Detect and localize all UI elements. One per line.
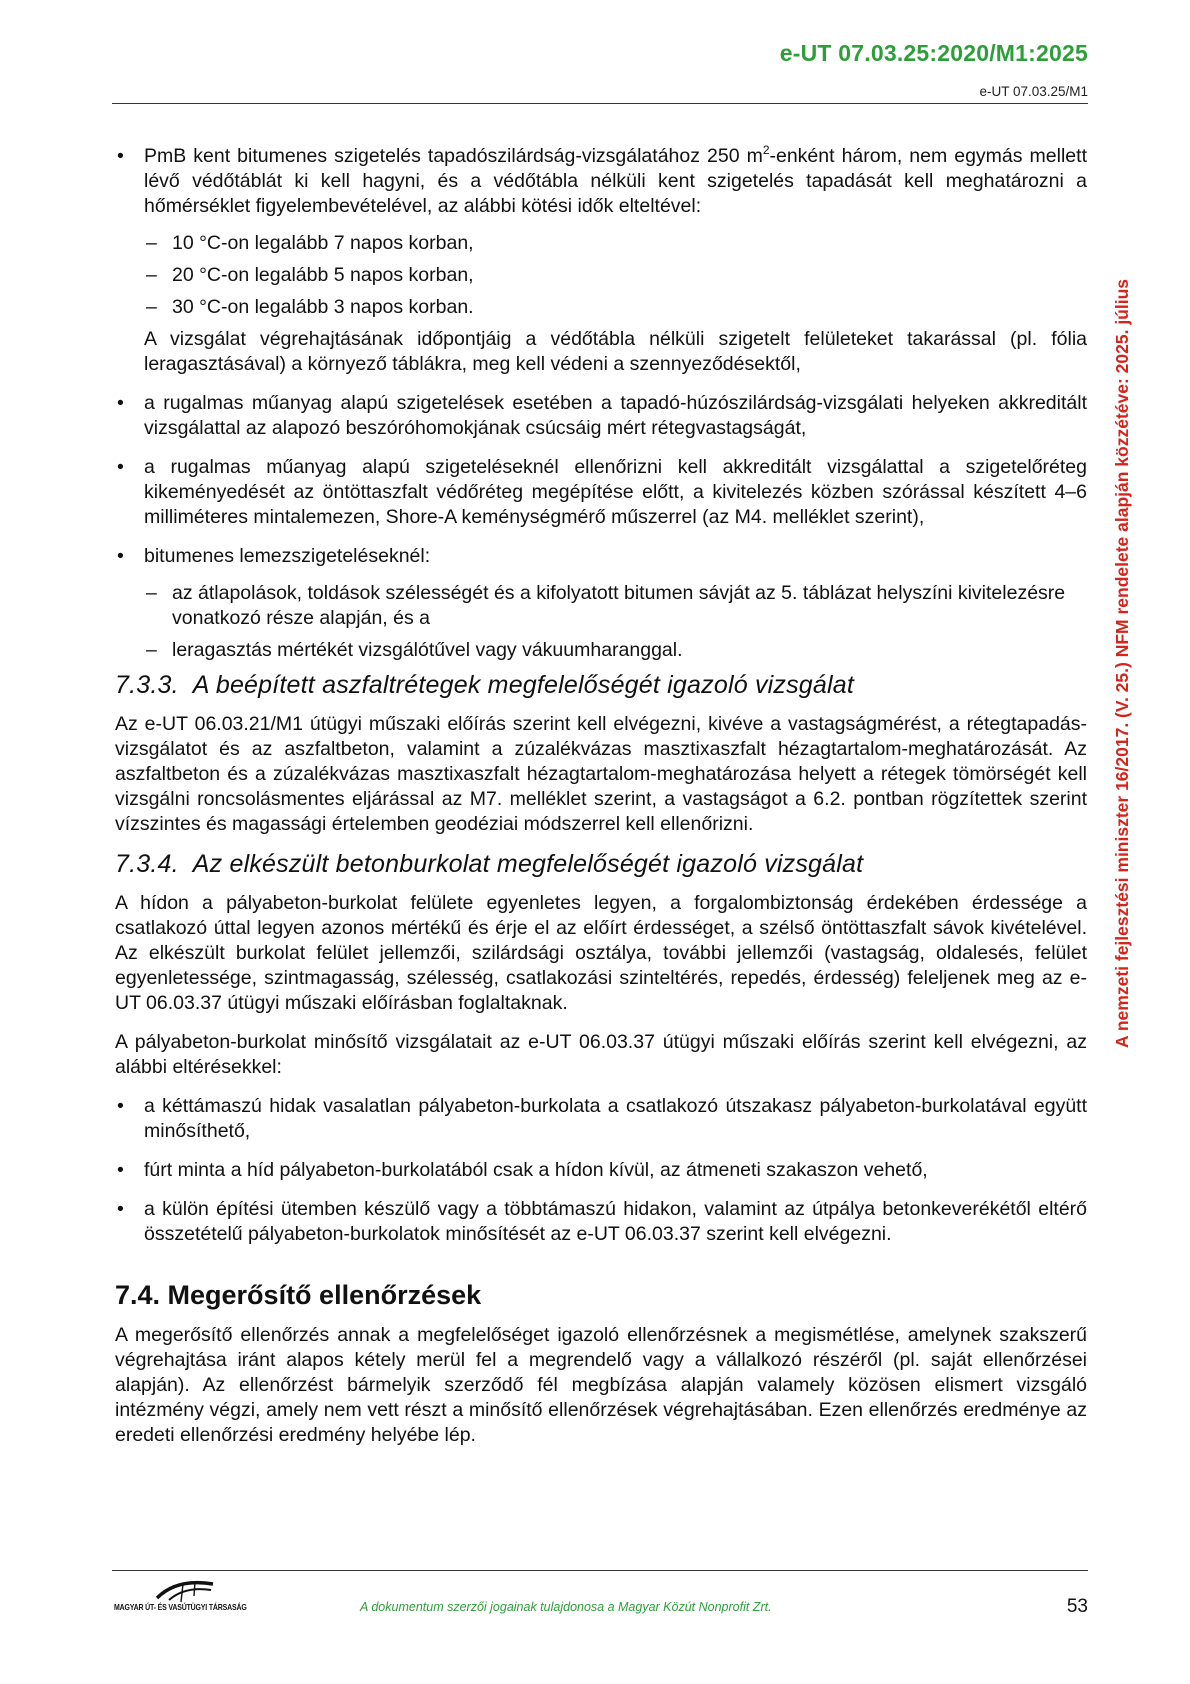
list-item: • a kéttámaszú hidak vasalatlan pályabeton-burkolata a csatlakozó útszakasz pályabeton-burkolatával együtt minősíthető, — [115, 1094, 1087, 1144]
list-item: • a rugalmas műanyag alapú szigeteléseknél ellenőrizni kell akkreditált vizsgálattal a szigetelőréteg kikeményedését az öntöttaszfalt védőréteg megépítése előtt, a kivitelezés közben szórással készített 4–6 milliméteres mintalemezen, Shore-A keménységmérő műszerrel (az M4. melléklet szerint), — [115, 455, 1087, 530]
footer-divider — [112, 1570, 1088, 1571]
header-divider — [112, 103, 1088, 104]
dash-item: – 20 °C-on legalább 5 napos korban, — [115, 263, 1087, 288]
section-number: 7.3.3. — [115, 671, 179, 699]
superscript: 2 — [762, 143, 770, 157]
paragraph: A megerősítő ellenőrzés annak a megfelelőséget igazoló ellenőrzésnek a megismétlése, amelynek szakszerű végrehajtása iránt alapos kétely merül fel a megrendelő vagy a vállalkozó részéről (pl. saját ellenőrzései alapján). Az ellenőrzést bármelyik szerződő fél megbízása alapján valamely közösen elismert vizsgáló intézmény végzi, amely nem vett részt a minősítő ellenőrzések végrehajtásában. Ezen ellenőrzés eredménye az eredeti ellenőrzési eredmény helyébe lép. — [115, 1324, 1087, 1446]
paragraph: A hídon a pályabeton-burkolat felülete egyenletes legyen, a forgalombiztonság érdekében érdessége a csatlakozó úttal legyen azonos mértékű és érje el az előírt érdességet, a szélső öntöttaszfalt sávok kivételével. Az elkészült burkolat felület jellemzői, szilárdsági osztálya, további jellemzői (vastagság, oldalesés, felület egyenletessége, szintmagasság, szélesség, csatlakozási szinteltérés, repedés, érdesség) feleljenek meg az e-UT 06.03.37 útügyi műszaki előírásban foglaltaknak. — [115, 892, 1087, 1014]
paragraph: Az e-UT 06.03.21/M1 útügyi műszaki előírás szerint kell elvégezni, kivéve a vastagságmérést, a rétegtapadás-vizsgálatot és az aszfaltbeton, valamint a zúzalékvázas masztixaszfalt hézagtartalom-meghatározását. Az aszfaltbeton és a zúzalékvázas masztixaszfalt hézagtartalom-meghatározása helyett a rétegek tömörségét kell vizsgálni roncsolásmentes eljárással az M7. melléklet szerint, a vastagságot a 6.2. pontban rögzítettek szerint vízszintes és magassági értelemben geodéziai módszerrel kell ellenőrizni. — [115, 713, 1087, 835]
section-heading-7-4: 7.4. Megerősítő ellenőrzések — [115, 1280, 482, 1310]
paragraph: A pályabeton-burkolat minősítő vizsgálatait az e-UT 06.03.37 útügyi műszaki előírás szerint kell elvégezni, az alábbi eltérésekkel: — [115, 1031, 1087, 1078]
document-code: e-UT 07.03.25:2020/M1:2025 — [779, 40, 1088, 66]
section-number: 7.3.4. — [115, 850, 179, 878]
section-heading-7-3-4 — [115, 849, 1087, 879]
section-heading-7-3-3 — [115, 670, 1087, 700]
logo-text: MAGYAR ÚT- ÉS VASÚTÜGYI TÁRSASÁG — [114, 1602, 247, 1612]
list-item: • a rugalmas műanyag alapú szigetelések esetében a tapadó-húzószilárdság-vizsgálati helyeken akkreditált vizsgálattal az alapozó beszóróhomokjának csúcsáig mért rétegvastagságát, — [115, 391, 1087, 441]
list-item-text: PmB kent bitumenes szigetelés tapadószilárdság-vizsgálatához 250 m — [144, 145, 763, 167]
dash-item: – 10 °C-on legalább 7 napos korban, — [115, 231, 1087, 256]
page-content — [115, 144, 1087, 1448]
section-title: A beépített aszfaltrétegek megfelelőségét igazoló vizsgálat — [192, 671, 855, 699]
page-number: 53 — [1066, 1596, 1088, 1617]
dash-item: – leragasztás mértékét vizsgálótűvel vagy vákuumharanggal. — [115, 638, 1087, 663]
section-title: Az elkészült betonburkolat megfelelőségét igazoló vizsgálat — [192, 850, 864, 878]
copyright-notice: A dokumentum szerzői jogainak tulajdonosa a Magyar Közút Nonprofit Zrt. — [360, 1600, 772, 1614]
dash-item: – 30 °C-on legalább 3 napos korban. — [115, 295, 1087, 320]
list-item: • a külön építési ütemben készülő vagy a többtámaszú hidakon, valamint az útpálya betonkeverékétől eltérő összetételű pályabeton-burkolatok minősítését az e-UT 06.03.37 szerint kell elvégezni. — [115, 1197, 1087, 1247]
side-publication-note-text: A nemzeti fejlesztési miniszter 16/2017. (V. 25.) NFM rendelete alapján közzétéve: 2025. július — [1112, 278, 1132, 1048]
paragraph: A vizsgálat végrehajtásának időpontjáig a védőtábla nélküli szigetelt felületeket takarással (pl. fólia leragasztásával) a környező táblákra, meg kell védeni a szennyeződésektől, — [144, 328, 1087, 375]
list-item: • fúrt minta a híd pályabeton-burkolatából csak a hídon kívül, az átmeneti szakaszon vehető, — [115, 1158, 1087, 1183]
document-subcode: e-UT 07.03.25/M1 — [979, 84, 1088, 99]
list-item: • bitumenes lemezszigeteléseknél: — [115, 544, 1087, 569]
bridge-arc-logo-icon — [155, 1574, 215, 1604]
dash-item: – az átlapolások, toldások szélességét és a kifolyatott bitumen sávját az 5. táblázat helyszíni kivitelezésre vonatkozó része alapján, és a — [115, 581, 1087, 631]
list-item-text: -enként három, nem egymás mellett lévő védőtáblát ki kell hagyni, és a védőtábla nélküli kent szigetelés tapadását kell meghatározni a hőmérséklet figyelembevételével, az alábbi kötési idők elteltével: — [144, 145, 1087, 217]
list-item — [115, 144, 1087, 219]
